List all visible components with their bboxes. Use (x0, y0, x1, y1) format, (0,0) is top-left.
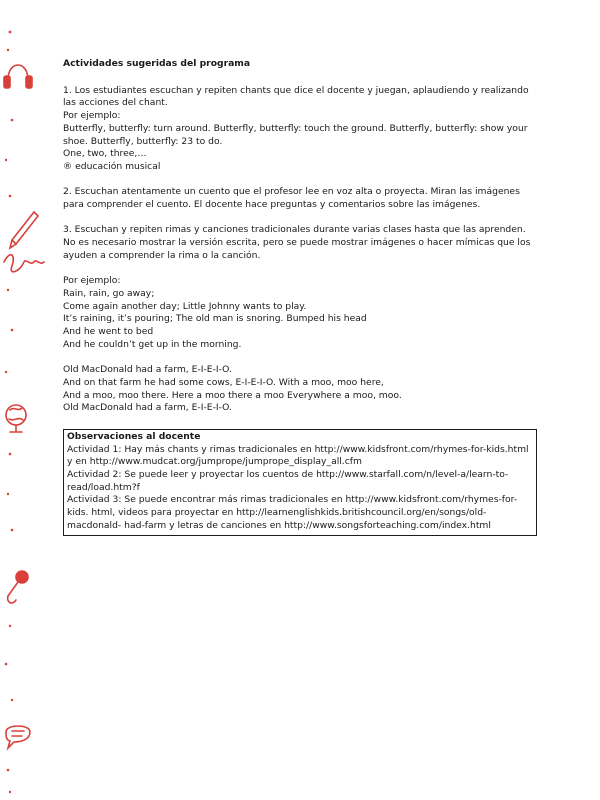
song-line: And on that farm he had some cows, E-I-E-I-O. With a moo, moo here, (63, 376, 384, 388)
activity-1-chant-line-1: Butterfly, butterfly: turn around. Butterfly, butterfly: touch the ground. Butterfly, butterfly: show your shoe. Butterfly, butterfly: 23 to do. (63, 122, 528, 147)
activity-3 (63, 224, 537, 415)
activity-1 (63, 85, 537, 174)
activity-3-text: 3. Escuchan y repiten rimas y canciones tradicionales durante varias clases hasta que las aprenden. No es necesario mostrar la versión escrita, pero se puede mostrar imágenes o hacer mímicas que los ayuden a comprender la rima o la canción. (63, 224, 531, 261)
section-title: Actividades sugeridas del programa (63, 58, 251, 69)
globe-icon (6, 405, 26, 432)
pencil-icon (10, 212, 38, 248)
microphone-icon (8, 571, 28, 603)
observation-activity-1: Actividad 1: Hay más chants y rimas tradicionales en http://www.kidsfront.com/rhymes-for-kids.html y en http://www.mudcat.org/jumprope/jumprope_display_all.cfm (67, 443, 529, 468)
song-line: Old MacDonald had a farm, E-I-E-I-O. (63, 402, 232, 414)
activity-1-intro: 1. Los estudiantes escuchan y repiten chants que dice el docente y juegan, aplaudiendo y realizando las acciones del chant. (63, 84, 529, 109)
observation-activity-3: Actividad 3: Se puede encontrar más rimas tradicionales en http://www.kidsfront.com/rhymes-for-kids. html, videos para proyectar en http://learnenglishkids.britishcouncil.org/en/songs/old-macdonald- had-farm y letras de canciones en http://www.songsforteaching.com/index.html (67, 494, 518, 531)
song-line: Old MacDonald had a farm, E-I-E-I-O. (63, 364, 232, 376)
handwriting-doodle (4, 255, 44, 272)
headphones-icon (4, 65, 32, 88)
activity-1-subject-ref: ® educación musical (63, 160, 161, 172)
document-body (63, 58, 537, 536)
observations-box (63, 429, 537, 536)
rhyme-line: Rain, rain, go away; (63, 287, 155, 299)
observations-title: Observaciones al docente (67, 430, 201, 442)
activity-1-chant-line-2: One, two, three,… (63, 148, 147, 160)
rhyme-line: It’s raining, it’s pouring; The old man is snoring. Bumped his head (63, 313, 367, 325)
activity-2-text: 2. Escuchan atentamente un cuento que el profesor lee en voz alta o proyecta. Miran las imágenes para comprender el cuento. El docente hace preguntas y comentarios sobre las imágenes. (63, 186, 520, 211)
rhyme-line: And he couldn’t get up in the morning. (63, 338, 242, 350)
rhyme-line: And he went to bed (63, 326, 154, 338)
margin-doodles (0, 0, 48, 800)
activity-2 (63, 186, 537, 211)
rhyme-line: Come again another day; Little Johnny wants to play. (63, 300, 307, 312)
speech-bubble-icon (6, 726, 30, 748)
observation-activity-2: Actividad 2: Se puede leer y proyectar los cuentos de http://www.starfall.com/n/level-a/learn-to-read/load.htm?f (67, 469, 509, 493)
activity-1-example-label: Por ejemplo: (63, 110, 121, 122)
song-line: And a moo, moo there. Here a moo there a moo Everywhere a moo, moo. (63, 389, 402, 401)
activity-3-example-label: Por ejemplo: (63, 275, 121, 287)
